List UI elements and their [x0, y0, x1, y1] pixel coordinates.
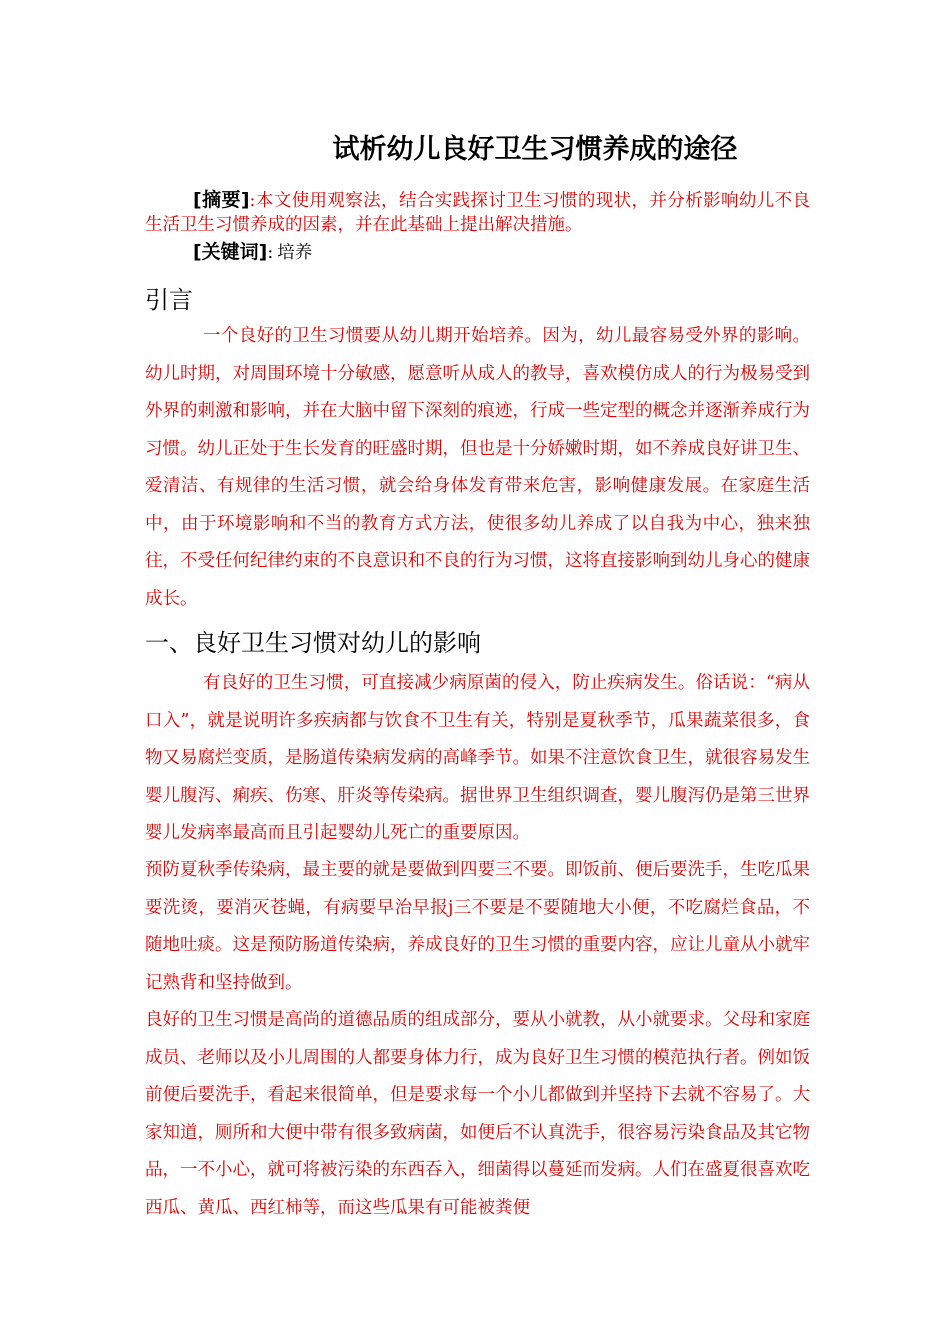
section-heading-intro: 引言 [145, 286, 193, 314]
intro-paragraph: 一个良好的卫生习惯要从幼儿期开始培养。因为，幼儿最容易受外界的影响。幼儿时期，对周围环境十分敏感，愿意听从成人的教导，喜欢模仿成人的行为极易受到外界的刺激和影响，并在大脑中留下深刻的痕迹，行成一些定型的概念并逐渐养成行为习惯。幼儿正处于生长发育的旺盛时期，但也是十分娇嫩时期，如不养成良好讲卫生、爱清洁、有规律的生活习惯，就会给身体发育带来危害，影响健康发展。在家庭生活中，由于环境影响和不当的教育方式方法，使很多幼儿养成了以自我为中心，独来独往，不受任何纪律约束的不良意识和不良的行为习惯，这将直接影响到幼儿身心的健康成长。 [145, 326, 810, 609]
abstract-text: :本文使用观察法，结合实践探讨卫生习惯的现状，并分析影响幼儿不良生活卫生习惯养成的因素，并在此基础上提出解决措施。 [145, 191, 810, 235]
section-heading-one: 一、良好卫生习惯对幼儿的影响 [145, 629, 481, 657]
abstract-block [145, 188, 810, 237]
section-one-paragraph-1: 有良好的卫生习惯，可直接减少病原菌的侵入，防止疾病发生。俗话说：“病从口入”，就是说明许多疾病都与饮食不卫生有关，特别是夏秋季节，瓜果蔬菜很多，食物又易腐烂变质，是肠道传染病发病的高峰季节。如果不注意饮食卫生，就很容易发生婴儿腹泻、痢疾、伤寒、肝炎等传染病。据世界卫生组织调查，婴儿腹泻仍是第三世界婴儿发病率最高而且引起婴幼儿死亡的重要原因。 [145, 673, 810, 843]
section-one-paragraph-2: 预防夏秋季传染病，最主要的就是要做到四要三不要。即饭前、便后要洗手，生吃瓜果要洗烫，要消灭苍蝇，有病要早治早报j三不要是不要随地大小便，不吃腐烂食品，不随地吐痰。这是预防肠道传染病，养成良好的卫生习惯的重要内容，应让儿童从小就牢记熟背和坚持做到。 [145, 860, 810, 993]
abstract-label: [摘要] [193, 189, 250, 211]
keywords-block [193, 240, 312, 265]
section-one-paragraph-3: 良好的卫生习惯是高尚的道德品质的组成部分，要从小就教，从小就要求。父母和家庭成员、老师以及小儿周围的人都要身体力行，成为良好卫生习惯的模范执行者。例如饭前便后要洗手，看起来很简单，但是要求每一个小儿都做到并坚持下去就不容易了。大家知道，厕所和大便中带有很多致病菌，如便后不认真洗手，很容易污染食品及其它物品，一不小心，就可将被污染的东西吞入，细菌得以蔓延而发病。人们在盛夏很喜欢吃西瓜、黄瓜、西红柿等，而这些瓜果有可能被粪便 [145, 1010, 810, 1218]
document-title: 试析幼儿良好卫生习惯养成的途径 [332, 134, 738, 165]
keywords-label: [关键词] [193, 241, 268, 263]
keywords-separator: : [267, 243, 274, 263]
keywords-text: 培养 [277, 243, 313, 263]
